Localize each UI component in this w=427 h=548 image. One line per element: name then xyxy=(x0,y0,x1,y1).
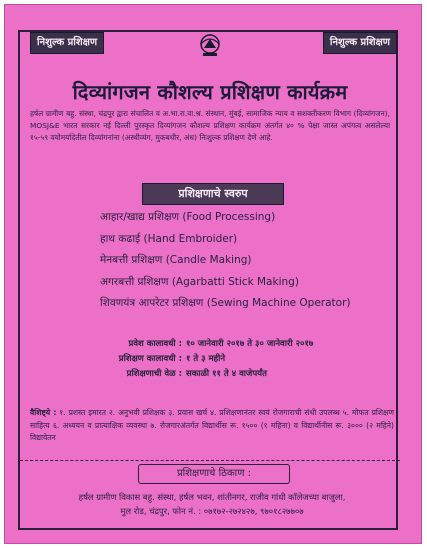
free-training-badge-right: निशुल्क प्रशिक्षण xyxy=(323,32,397,54)
features-text: १. प्रशस्त इमारत २. अनुभवी प्रशिक्षक ३. प्रवास खर्च ४. प्रशिक्षणानंतर स्वयं रोजगाराची संधी उपलब्ध ५. मोफत प्रशिक्षण साहित्य ६. अध्ययन व प्रात्याक्षिक व्यवस्था ७. रोजगारअंतर्गत विद्यार्थीस रू. १५०० (१ महिना) व विद्यार्थीनीस रू. ३००० (२ महिने) विद्यावेतन xyxy=(30,408,394,443)
course-item: आहार/खाद्य प्रशिक्षण (Food Processing) xyxy=(100,211,276,223)
admission-period-label: प्रवेश कालावधी : xyxy=(128,339,182,349)
training-types-heading: प्रशिक्षणाचे स्वरुप xyxy=(142,183,284,205)
free-training-badge-left: निशुल्क प्रशिक्षण xyxy=(30,32,104,54)
course-item: मेनबत्ती प्रशिक्षण (Candle Making) xyxy=(100,254,252,267)
admission-period-row xyxy=(22,337,402,352)
course-item: शिवणयंत्र आपरेटर प्रशिक्षण (Sewing Machine Operator) xyxy=(100,297,351,310)
venue-address xyxy=(32,490,392,518)
course-list xyxy=(100,207,400,315)
venue-line: हर्षल ग्रामीण विकास बहु. संस्था, हर्षल भवन, शांतीनगर, राजीव गांधी कॉलेजच्या बाजुला, xyxy=(78,492,346,502)
intro-paragraph: हर्षल ग्रामीण बहु. संस्था, चंद्रपूर द्वारा संचालित व अ.भा.रा.वा.श्र. संस्थान, मुंबई, सामाजिक न्याय व सशक्तीकरण विभाग (दिव्यांगजन), MOSJ&E भारत सरकार नई दिल्ली पुरस्कृत दिव्यांगजन कौशल्य प्रशिक्षण कार्यक्रम अंतर्गत ४० % पेक्षा जास्त अपंगत्व असलेल्या १५-५९ वयोमर्यादेतील दिव्यांगनांना (अस्थीव्यंग, मुकबधीर, अंध) निःशुल्क प्रशिक्षण देणे आहे. xyxy=(30,109,390,142)
course-item: हाथ कढाई (Hand Embroider) xyxy=(100,232,238,245)
course-item: अगरबत्ती प्रशिक्षण (Agarbatti Stick Making) xyxy=(100,275,299,288)
venue-heading: प्रशिक्षणाचे ठिकाण : xyxy=(138,464,290,484)
schedule-block xyxy=(22,337,402,382)
page-title: दिव्यांगजन कौशल्य प्रशिक्षण कार्यक्रम xyxy=(72,80,348,104)
training-time-label: प्रशिक्षणाची वेळ : xyxy=(126,369,182,379)
venue-line: मुल रोड, चंद्रपुर, फोन नं. : ०७१७२-२७२४२७, ९७०१८२७७०७ xyxy=(120,506,304,516)
training-duration-label: प्रशिक्षण कालावधी : xyxy=(118,354,182,364)
training-time-value: सकाळी ११ ते ४ वाजेपर्यंत xyxy=(186,369,267,379)
features-paragraph xyxy=(30,407,394,445)
training-duration-row xyxy=(22,352,402,367)
training-time-row xyxy=(22,367,402,382)
emblem-icon xyxy=(196,32,224,58)
features-label: वैशिष्ट्ये : xyxy=(30,408,57,417)
divider xyxy=(20,460,400,461)
admission-period-value: १० जानेवारी २०१७ ते ३० जानेवारी २०१७ xyxy=(186,339,314,349)
training-duration-value: १ ते ३ महीने xyxy=(186,354,226,364)
